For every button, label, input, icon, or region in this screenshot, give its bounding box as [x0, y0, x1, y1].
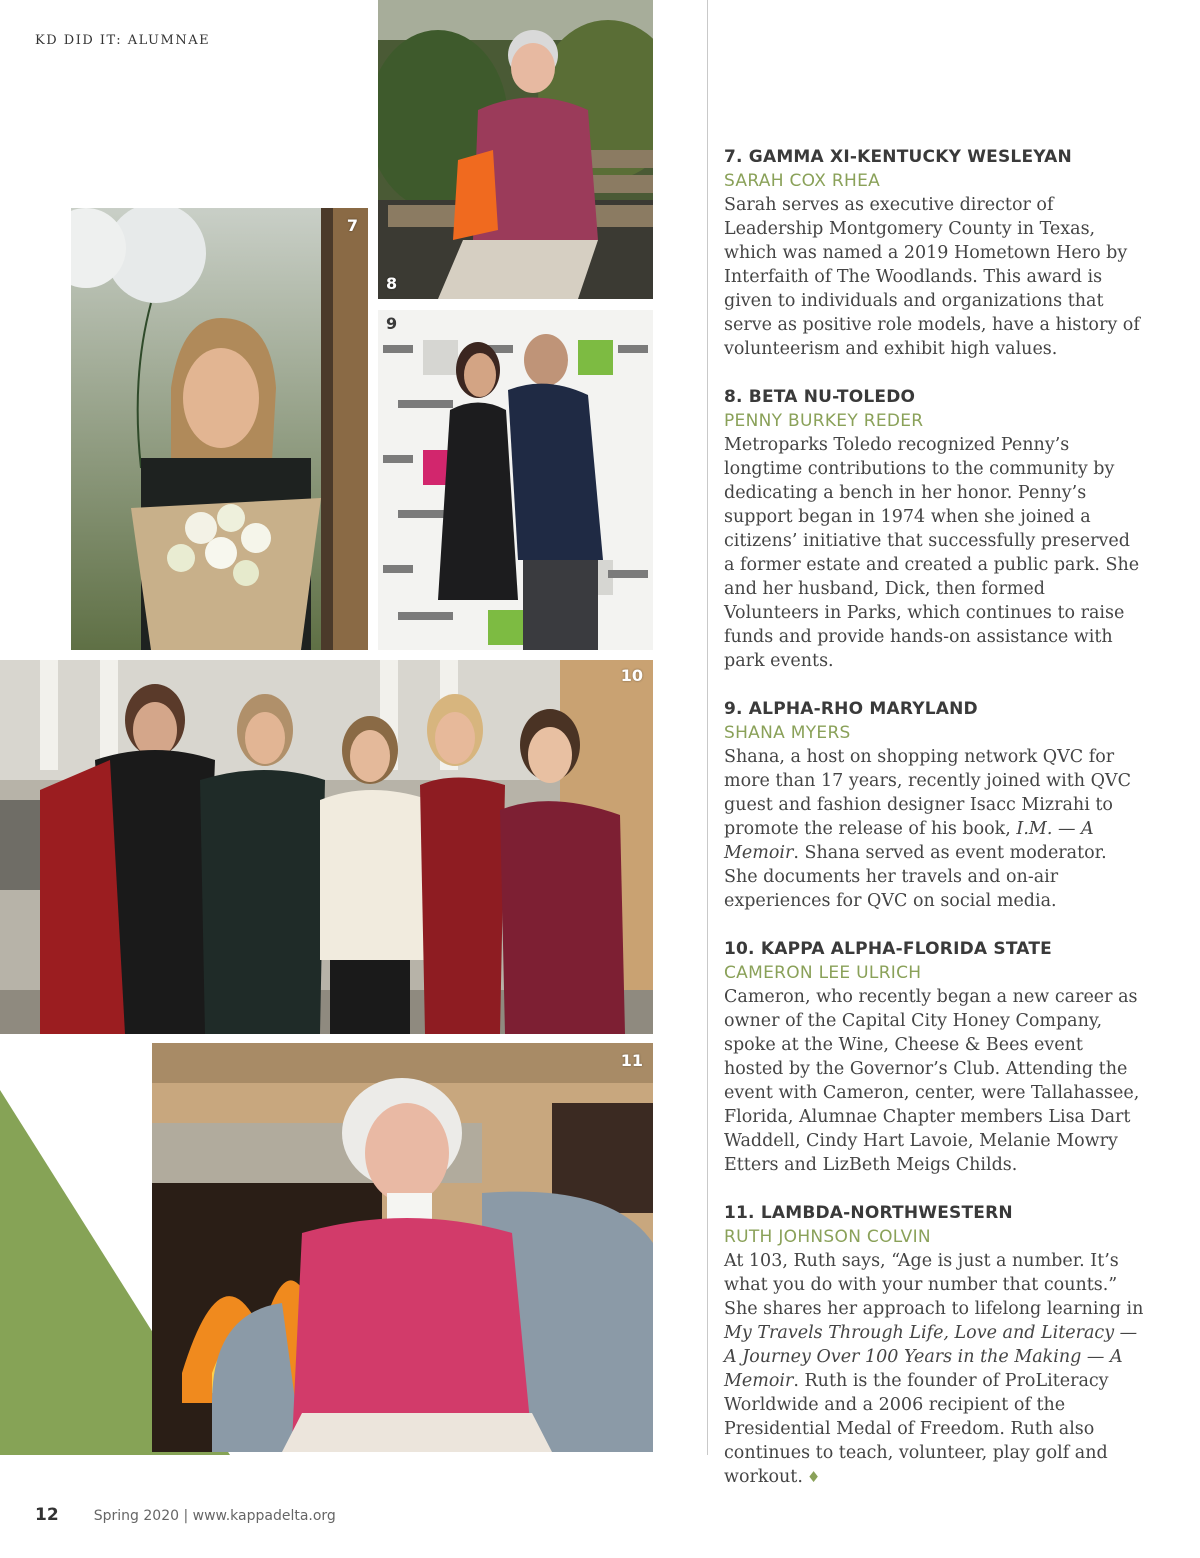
article-column: [724, 145, 1144, 1513]
photo-number-10: 10: [620, 666, 643, 685]
entry-name: SHANA MYERS: [724, 723, 851, 743]
entry-heading: 8. BETA NU-TOLEDO: [724, 387, 916, 407]
photo-penny-burkey-reder: [378, 0, 653, 299]
entry-body: [724, 745, 1144, 913]
end-diamond-icon: ♦: [806, 1468, 821, 1486]
photo-number-9: 9: [386, 314, 398, 333]
entry-body-text: . Shana served as event moderator. She documents her travels and on-air experiences for QVC on social media.: [724, 843, 1107, 911]
entry-7: [724, 145, 1144, 361]
entry-body: Sarah serves as executive director of Leadership Montgomery County in Texas, which was named a 2019 Hometown Hero by Interfaith of The Woodlands. This award is given to individuals and organizations that serve as positive role models, have a history of volunteerism and exhibit high values.: [724, 195, 1140, 359]
entry-body: Cameron, who recently began a new career as owner of the Capital City Honey Company, spoke at the Wine, Cheese & Bees event hosted by the Governor’s Club. Attending the event with Cameron, center, were Tallahassee, Florida, Alumnae Chapter members Lisa Dart Waddell, Cindy Hart Lavoie, Melanie Mowry Etters and LizBeth Meigs Childs.: [724, 987, 1140, 1175]
entry-heading: 10. KAPPA ALPHA-FLORIDA STATE: [724, 939, 1052, 959]
entry-name: RUTH JOHNSON COLVIN: [724, 1227, 931, 1247]
entry-heading: 11. LAMBDA-NORTHWESTERN: [724, 1203, 1013, 1223]
section-label: KD DID IT: ALUMNAE: [35, 33, 211, 48]
entry-body-text: . Ruth is the founder of ProLiteracy Worldwide and a 2006 recipient of the Presidential Medal of Freedom. Ruth also continues to teach, volunteer, play golf and workout.: [724, 1371, 1109, 1487]
page-number: 12: [35, 1505, 59, 1525]
photo-shana-myers: [378, 310, 653, 650]
photo-ruth-johnson-colvin: [152, 1043, 653, 1452]
entry-body-text: Shana, a host on shopping network QVC for more than 17 years, recently joined with QVC guest and fashion designer Isacc Mizrahi to promote the release of his book,: [724, 747, 1131, 839]
entry-body-text: At 103, Ruth says, “Age is just a number. It’s what you do with your number that counts.” She shares her approach to lifelong learning in: [724, 1251, 1144, 1319]
entry-body: Metroparks Toledo recognized Penny’s longtime contributions to the community by dedicating a bench in her honor. Penny’s support began in 1974 when she joined a citizens’ initiative that successfully preserved a former estate and created a public park. She and her husband, Dick, then formed Volunteers in Parks, which continues to raise funds and provide hands-on assistance with park events.: [724, 435, 1140, 671]
entry-body: [724, 1249, 1144, 1489]
entry-9: [724, 697, 1144, 913]
photo-sarah-cox-rhea: [71, 208, 368, 650]
book-title: I.M. — A Memoir: [724, 819, 1094, 863]
issue-info: Spring 2020 | www.kappadelta.org: [93, 1508, 336, 1524]
entry-heading: 9. ALPHA-RHO MARYLAND: [724, 699, 978, 719]
photo-number-11: 11: [620, 1051, 643, 1070]
book-title: My Travels Through Life, Love and Literacy — A Journey Over 100 Years in the Making — A Memoir: [724, 1323, 1138, 1391]
photo-cameron-lee-ulrich: [0, 660, 653, 1034]
page-footer: [35, 1505, 336, 1525]
entry-10: [724, 937, 1144, 1177]
entry-8: [724, 385, 1144, 673]
column-divider: [707, 0, 708, 1455]
entry-name: CAMERON LEE ULRICH: [724, 963, 922, 983]
entry-name: PENNY BURKEY REDER: [724, 411, 924, 431]
entry-11: [724, 1201, 1144, 1489]
entry-heading: 7. GAMMA XI-KENTUCKY WESLEYAN: [724, 147, 1072, 167]
photo-number-8: 8: [386, 274, 398, 293]
photo-number-7: 7: [346, 216, 358, 235]
entry-name: SARAH COX RHEA: [724, 171, 881, 191]
